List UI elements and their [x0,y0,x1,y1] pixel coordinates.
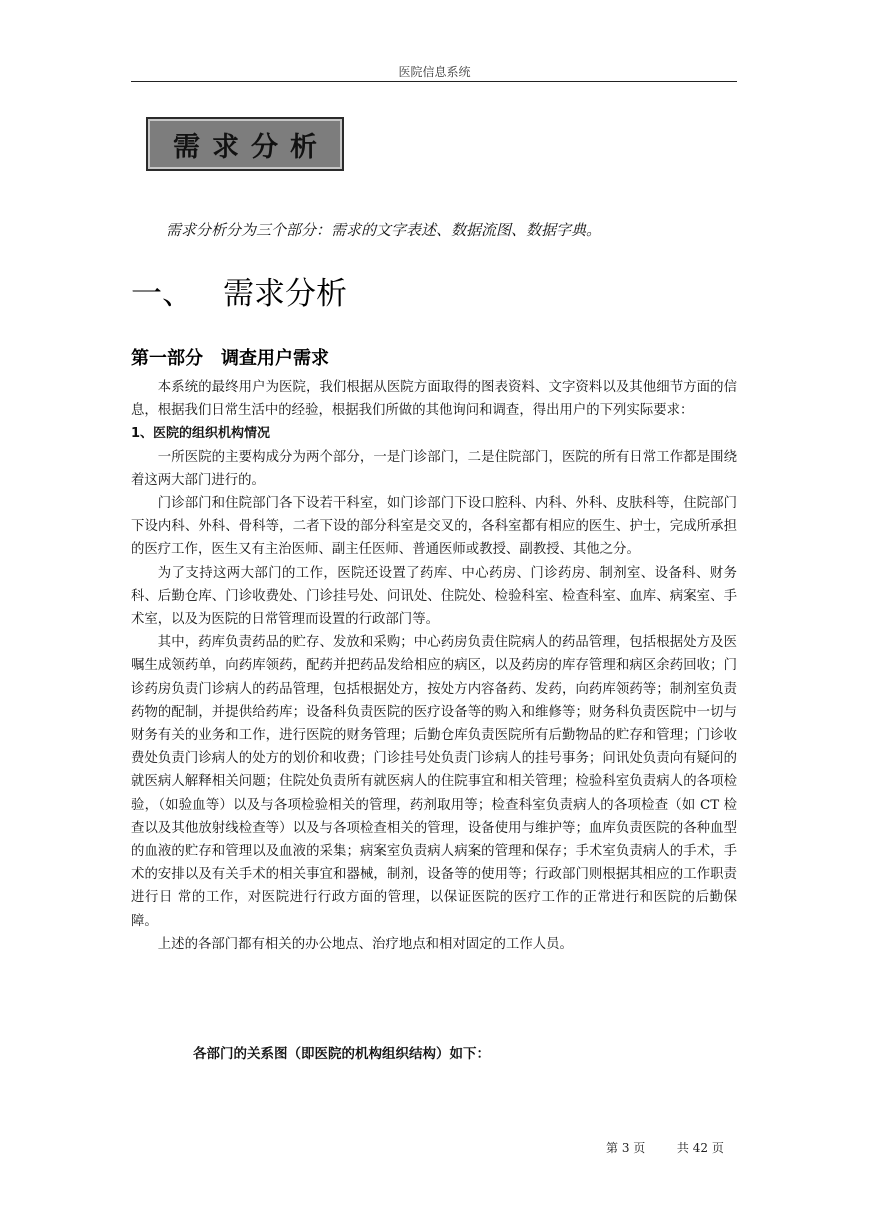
banner-label: 需求分析 [173,131,329,163]
paragraph: 上述的各部门都有相关的办公地点、治疗地点和相对固定的工作人员。 [157,936,573,952]
section-title: 需求分析 [223,276,347,312]
paragraph: 其中，药库负责药品的贮存、发放和采购；中心药房负责住院病人的药品管理，包括根据处方及医嘱生成领药单，向药库领药，配药并把药品发给相应的病区，以及药房的库存管理和病区余药回收；门诊药房负责门诊病人的药品管理，包括根据处方，按处方内容备药、发药，向药库领药等；制剂室负责药物的配制，并提供给药库；设备科负责医院的医疗设备等的购入和维修等；财务科负责医院中一切与财务有关的业务和工作，进行医院的财务管理；后勤仓库负责医院所有后勤物品的贮存和管理；门诊收费处负责门诊病人的处方的划价和收费；门诊挂号处负责门诊病人的挂号事务；问讯处负责向有疑问的就医病人解释相关问题；住院处负责所有就医病人的住院事宜和相关管理；检验科室负责病人的各项检验，（如验血等）以及与各项检验相关的管理，药剂取用等；检查科室负责病人的各项检查（如 CT 检查以及其他放射线检查等）以及与各项检查相关的管理，设备使用与维护等；血库负责医院的各种血型的血液的贮存和管理以及血液的采集；病案室负责病人病案的管理和保存；手术室负责病人的手术，手术的安排以及有关手术的相关事宜和器械，制剂，设备等的使用等；行政部门则根据其相应的工作职责进行日 常的工作，对医院进行行政方面的管理，以保证医院的医疗工作的正常进行和医院的后勤保障。 [131,635,737,929]
section-heading [131,268,347,313]
part-title: 调查用户需求 [221,348,329,369]
header-divider [131,81,737,82]
section-banner [146,117,344,171]
page-number: 第 3 页 [606,1141,646,1155]
page-total: 共 42 页 [676,1141,724,1155]
paragraph: 本系统的最终用户为医院，我们根据从医院方面取得的图表资料、文字资料以及其他细节方面的信息，根据我们日常生活中的经验，根据我们所做的其他询问和调查，得出用户的下列实际要求： [131,380,737,419]
part-heading [131,344,329,370]
paragraph: 一所医院的主要构成分为两个部分，一是门诊部门，二是住院部门，医院的所有日常工作都是围绕着这两大部门进行的。 [131,449,737,488]
subsection-heading: 1、医院的组织机构情况 [131,426,271,442]
part-label: 第一部分 [131,348,203,369]
paragraph: 为了支持这两大部门的工作，医院还设置了药库、中心药房、门诊药房、制剂室、设备科、财务科、后勤仓库、门诊收费处、门诊挂号处、问讯处、住院处、检验科室、检查科室、血库、病案室、手术室，以及为医院的日常管理而设置的行政部门等。 [131,565,737,628]
body-text [131,376,737,956]
page-footer [606,1139,724,1156]
header-title: 医院信息系统 [398,65,471,79]
figure-caption: 各部门的关系图（即医院的机构组织结构）如下： [193,1046,490,1062]
section-number: 一、 [131,276,193,312]
intro-text: 需求分析分为三个部分：需求的文字表述、数据流图、数据字典。 [166,221,602,239]
paragraph: 门诊部门和住院部门各下设若干科室，如门诊部门下设口腔科、内科、外科、皮肤科等，住院部门下设内科、外科、骨科等，二者下设的部分科室是交叉的，各科室都有相应的医生、护士，完成所承担的医疗工作，医生又有主治医师、副主任医师、普通医师或教授、副教授、其他之分。 [131,496,737,558]
